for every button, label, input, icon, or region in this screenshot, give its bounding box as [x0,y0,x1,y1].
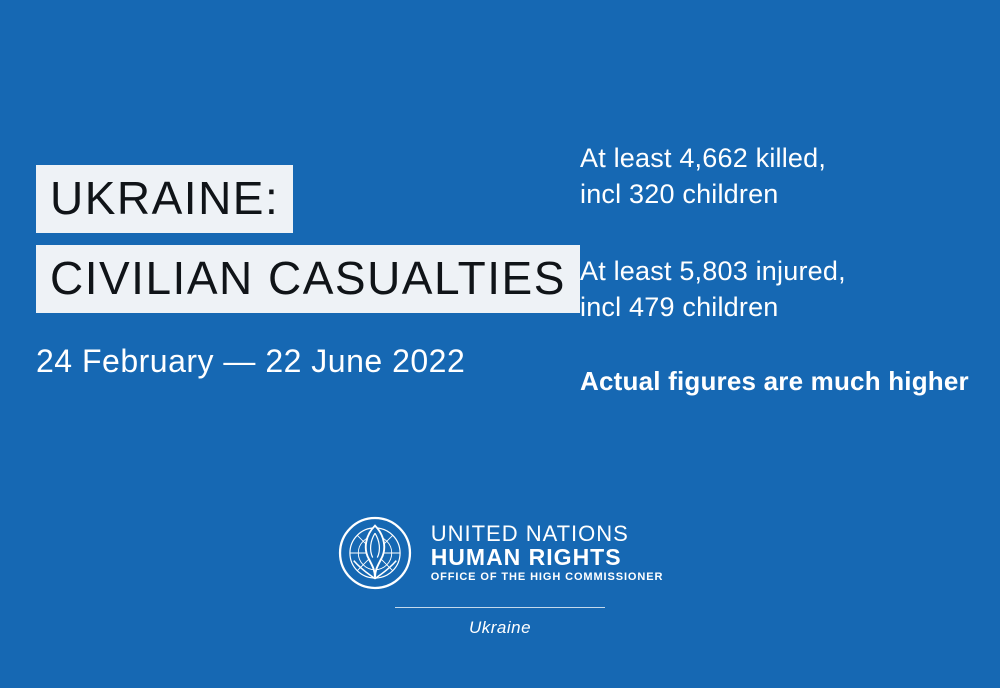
stat-injured-line-1: At least 5,803 injured, [580,255,846,286]
stat-injured [580,253,990,326]
logo-line-united-nations: UNITED NATIONS [430,521,629,547]
disclaimer-note: Actual figures are much higher [580,365,969,396]
page-title-line-1: UKRAINE: [36,165,293,233]
un-emblem-icon [337,515,413,591]
stat-killed-line-1: At least 4,662 killed, [580,143,827,173]
logo-lockup [0,515,1000,638]
page-title-line-2: CIVILIAN CASUALTIES [36,245,580,313]
stat-killed [580,140,990,213]
stat-killed-line-2: incl 320 children [580,179,779,210]
title-block [36,165,566,380]
logo-line-ohchr: OFFICE OF THE HIGH COMMISSIONER [430,571,664,584]
date-range: 24 February — 22 June 2022 [36,343,466,379]
statistics-block [580,140,990,397]
logo-row [337,515,664,591]
logo-divider [395,607,605,608]
logo-text [431,522,664,584]
logo-country-label: Ukraine [468,618,532,637]
stat-injured-line-2: incl 479 children [580,292,779,323]
logo-line-human-rights: HUMAN RIGHTS [430,544,622,571]
